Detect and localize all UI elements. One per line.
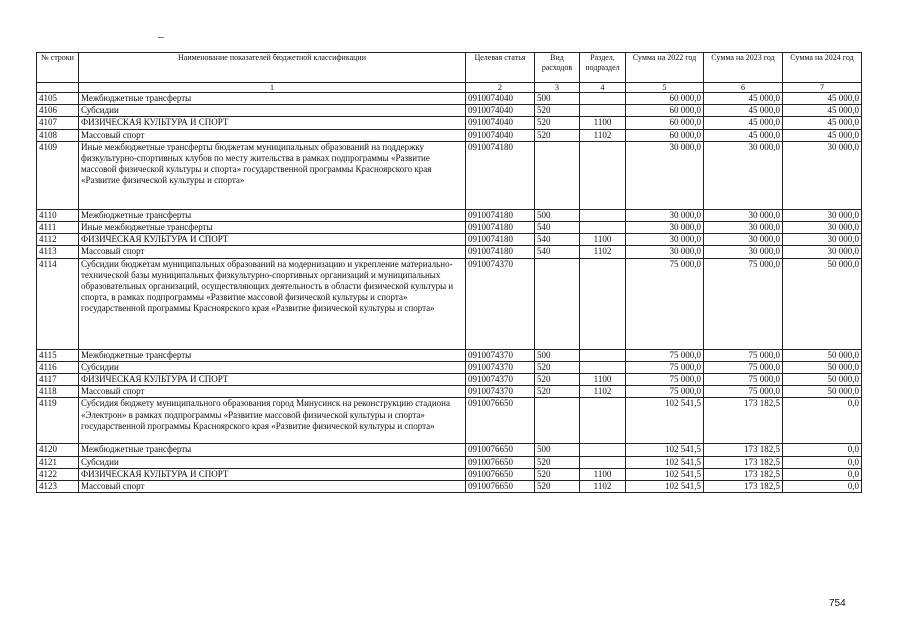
column-number: 3 [535,83,580,93]
row-number: 4116 [37,361,79,373]
row-sum-2022: 30 000,0 [626,209,704,221]
row-sum-2024: 50 000,0 [783,374,862,386]
row-name: Субсидии бюджетам муниципальных образований на модернизацию и укрепление материально-технической базы муниципальных физкультурно-спортивных организаций и муниципальных образовательных организаций, осуществляющих деятельность в области физической культуры и спорта, в рамках подпрограммы «Развитие массовой физической культуры и спорта» государственной программы Красноярского края «Развитие физической культуры и спорта» [79,258,466,349]
row-target-article: 0910076650 [466,444,535,456]
row-expense-type [535,141,580,209]
page-number: 754 [829,598,846,609]
row-sum-2023: 45 000,0 [704,129,783,141]
table-row [37,361,862,373]
row-sum-2022: 60 000,0 [626,93,704,105]
row-name: Межбюджетные трансферты [79,444,466,456]
table-row [37,386,862,398]
row-sum-2022: 102 541,5 [626,468,704,480]
header-section: Раздел, подраздел [580,53,626,83]
row-sum-2024: 30 000,0 [783,234,862,246]
row-target-article: 0910074040 [466,105,535,117]
row-section [580,398,626,444]
row-target-article: 0910074180 [466,234,535,246]
row-expense-type [535,258,580,349]
row-name: Массовый спорт [79,386,466,398]
row-expense-type: 500 [535,349,580,361]
row-sum-2024: 0,0 [783,444,862,456]
row-section: 1100 [580,234,626,246]
header-row-number: № строки [37,53,79,83]
row-sum-2023: 45 000,0 [704,93,783,105]
row-sum-2023: 173 182,5 [704,456,783,468]
table-row [37,468,862,480]
row-number: 4118 [37,386,79,398]
header-sum-2024: Сумма на 2024 год [783,53,862,83]
row-expense-type: 520 [535,481,580,493]
row-target-article: 0910074370 [466,374,535,386]
table-row [37,444,862,456]
row-target-article: 0910076650 [466,398,535,444]
row-sum-2023: 75 000,0 [704,258,783,349]
row-sum-2022: 30 000,0 [626,234,704,246]
row-section [580,456,626,468]
row-section: 1102 [580,481,626,493]
row-expense-type: 520 [535,361,580,373]
column-number: 1 [79,83,466,93]
table-row [37,105,862,117]
row-sum-2023: 75 000,0 [704,349,783,361]
header-target-article: Целевая статья [466,53,535,83]
row-target-article: 0910074180 [466,222,535,234]
row-target-article: 0910074370 [466,349,535,361]
row-target-article: 0910074040 [466,93,535,105]
row-name: Субсидии [79,105,466,117]
row-expense-type: 540 [535,222,580,234]
top-dash-mark [158,37,164,38]
row-name: Субсидия бюджету муниципального образования город Минусинск на реконструкцию стадиона «Электрон» в рамках подпрограммы «Развитие массовой физической культуры и спорта» государственной программы Красноярского края «Развитие физической культуры и спорта» [79,398,466,444]
row-number: 4122 [37,468,79,480]
row-number: 4106 [37,105,79,117]
row-target-article: 0910074180 [466,209,535,221]
row-name: Массовый спорт [79,481,466,493]
row-number: 4121 [37,456,79,468]
header-expense-type: Вид расходов [535,53,580,83]
row-section [580,105,626,117]
row-expense-type: 500 [535,93,580,105]
column-number: 4 [580,83,626,93]
row-expense-type: 520 [535,117,580,129]
column-number: 7 [783,83,862,93]
row-section [580,93,626,105]
row-sum-2024: 0,0 [783,468,862,480]
row-section [580,258,626,349]
row-number: 4108 [37,129,79,141]
row-sum-2024: 0,0 [783,481,862,493]
row-expense-type: 540 [535,234,580,246]
row-sum-2022: 75 000,0 [626,258,704,349]
row-name: ФИЗИЧЕСКАЯ КУЛЬТУРА И СПОРТ [79,374,466,386]
row-sum-2024: 50 000,0 [783,258,862,349]
row-sum-2023: 30 000,0 [704,209,783,221]
row-sum-2022: 30 000,0 [626,222,704,234]
table-row [37,374,862,386]
row-name: ФИЗИЧЕСКАЯ КУЛЬТУРА И СПОРТ [79,117,466,129]
row-sum-2022: 75 000,0 [626,386,704,398]
table-row [37,222,862,234]
table-row [37,456,862,468]
row-target-article: 0910076650 [466,468,535,480]
row-expense-type: 520 [535,456,580,468]
row-number: 4115 [37,349,79,361]
row-sum-2024: 50 000,0 [783,386,862,398]
row-name: Межбюджетные трансферты [79,93,466,105]
row-number: 4114 [37,258,79,349]
row-sum-2022: 30 000,0 [626,246,704,258]
row-expense-type: 520 [535,129,580,141]
row-target-article: 0910074370 [466,386,535,398]
row-name: Субсидии [79,456,466,468]
row-target-article: 0910076650 [466,481,535,493]
row-number: 4112 [37,234,79,246]
row-name: Иные межбюджетные трансферты [79,222,466,234]
row-sum-2022: 75 000,0 [626,361,704,373]
row-name: ФИЗИЧЕСКАЯ КУЛЬТУРА И СПОРТ [79,234,466,246]
row-expense-type: 500 [535,209,580,221]
row-name: Межбюджетные трансферты [79,209,466,221]
row-expense-type: 520 [535,105,580,117]
row-sum-2023: 45 000,0 [704,117,783,129]
row-sum-2024: 45 000,0 [783,129,862,141]
row-number: 4111 [37,222,79,234]
row-number: 4105 [37,93,79,105]
row-sum-2022: 75 000,0 [626,374,704,386]
header-sum-2023: Сумма на 2023 год [704,53,783,83]
row-number: 4107 [37,117,79,129]
row-target-article: 0910074040 [466,129,535,141]
row-sum-2023: 30 000,0 [704,141,783,209]
row-sum-2022: 60 000,0 [626,129,704,141]
header-name: Наименование показателей бюджетной классификации [79,53,466,83]
row-sum-2023: 75 000,0 [704,374,783,386]
row-section [580,444,626,456]
row-target-article: 0910074180 [466,246,535,258]
row-sum-2024: 45 000,0 [783,105,862,117]
row-number: 4113 [37,246,79,258]
row-sum-2024: 30 000,0 [783,209,862,221]
row-sum-2023: 30 000,0 [704,234,783,246]
row-section [580,361,626,373]
column-number-row [37,83,862,93]
table-row [37,258,862,349]
row-expense-type: 500 [535,444,580,456]
row-sum-2024: 45 000,0 [783,117,862,129]
row-sum-2023: 173 182,5 [704,398,783,444]
table-row [37,117,862,129]
row-section: 1100 [580,468,626,480]
row-sum-2023: 30 000,0 [704,222,783,234]
table-row [37,481,862,493]
table-row [37,246,862,258]
row-sum-2022: 102 541,5 [626,444,704,456]
row-sum-2023: 45 000,0 [704,105,783,117]
row-sum-2024: 30 000,0 [783,141,862,209]
budget-table [36,52,862,493]
table-row [37,349,862,361]
row-target-article: 0910074180 [466,141,535,209]
row-sum-2024: 0,0 [783,398,862,444]
row-section: 1100 [580,117,626,129]
row-sum-2024: 30 000,0 [783,222,862,234]
row-sum-2022: 102 541,5 [626,398,704,444]
row-expense-type [535,398,580,444]
row-section [580,222,626,234]
row-sum-2022: 60 000,0 [626,105,704,117]
row-sum-2022: 75 000,0 [626,349,704,361]
row-number: 4117 [37,374,79,386]
row-name: ФИЗИЧЕСКАЯ КУЛЬТУРА И СПОРТ [79,468,466,480]
row-sum-2022: 102 541,5 [626,481,704,493]
row-name: Межбюджетные трансферты [79,349,466,361]
row-sum-2024: 45 000,0 [783,93,862,105]
row-sum-2024: 30 000,0 [783,246,862,258]
header-sum-2022: Сумма на 2022 год [626,53,704,83]
row-name: Иные межбюджетные трансферты бюджетам муниципальных образований на поддержку физкультурно-спортивных клубов по месту жительства в рамках подпрограммы «Развитие массовой физической культуры и спорта» государственной программы Красноярского края «Развитие физической культуры и спорта» [79,141,466,209]
row-sum-2022: 30 000,0 [626,141,704,209]
row-name: Массовый спорт [79,246,466,258]
row-number: 4109 [37,141,79,209]
table-row [37,141,862,209]
column-number: 2 [466,83,535,93]
row-sum-2024: 0,0 [783,456,862,468]
row-target-article: 0910074370 [466,361,535,373]
row-sum-2024: 50 000,0 [783,349,862,361]
row-target-article: 0910074370 [466,258,535,349]
row-number: 4120 [37,444,79,456]
row-number: 4123 [37,481,79,493]
row-sum-2022: 60 000,0 [626,117,704,129]
row-number: 4119 [37,398,79,444]
row-expense-type: 520 [535,386,580,398]
row-sum-2023: 173 182,5 [704,481,783,493]
row-sum-2023: 173 182,5 [704,444,783,456]
row-section [580,141,626,209]
table-row [37,398,862,444]
row-sum-2022: 102 541,5 [626,456,704,468]
row-expense-type: 540 [535,246,580,258]
row-section [580,209,626,221]
column-number [37,83,79,93]
row-target-article: 0910074040 [466,117,535,129]
row-sum-2023: 30 000,0 [704,246,783,258]
row-target-article: 0910076650 [466,456,535,468]
column-number: 5 [626,83,704,93]
row-expense-type: 520 [535,374,580,386]
row-section: 1100 [580,374,626,386]
row-name: Массовый спорт [79,129,466,141]
row-expense-type: 520 [535,468,580,480]
table-row [37,234,862,246]
row-number: 4110 [37,209,79,221]
table-row [37,209,862,221]
row-sum-2023: 173 182,5 [704,468,783,480]
row-sum-2024: 50 000,0 [783,361,862,373]
column-number: 6 [704,83,783,93]
table-row [37,93,862,105]
row-sum-2023: 75 000,0 [704,386,783,398]
row-section: 1102 [580,129,626,141]
table-row [37,129,862,141]
row-section: 1102 [580,246,626,258]
row-name: Субсидии [79,361,466,373]
row-section: 1102 [580,386,626,398]
row-section [580,349,626,361]
header-row [37,53,862,83]
row-sum-2023: 75 000,0 [704,361,783,373]
